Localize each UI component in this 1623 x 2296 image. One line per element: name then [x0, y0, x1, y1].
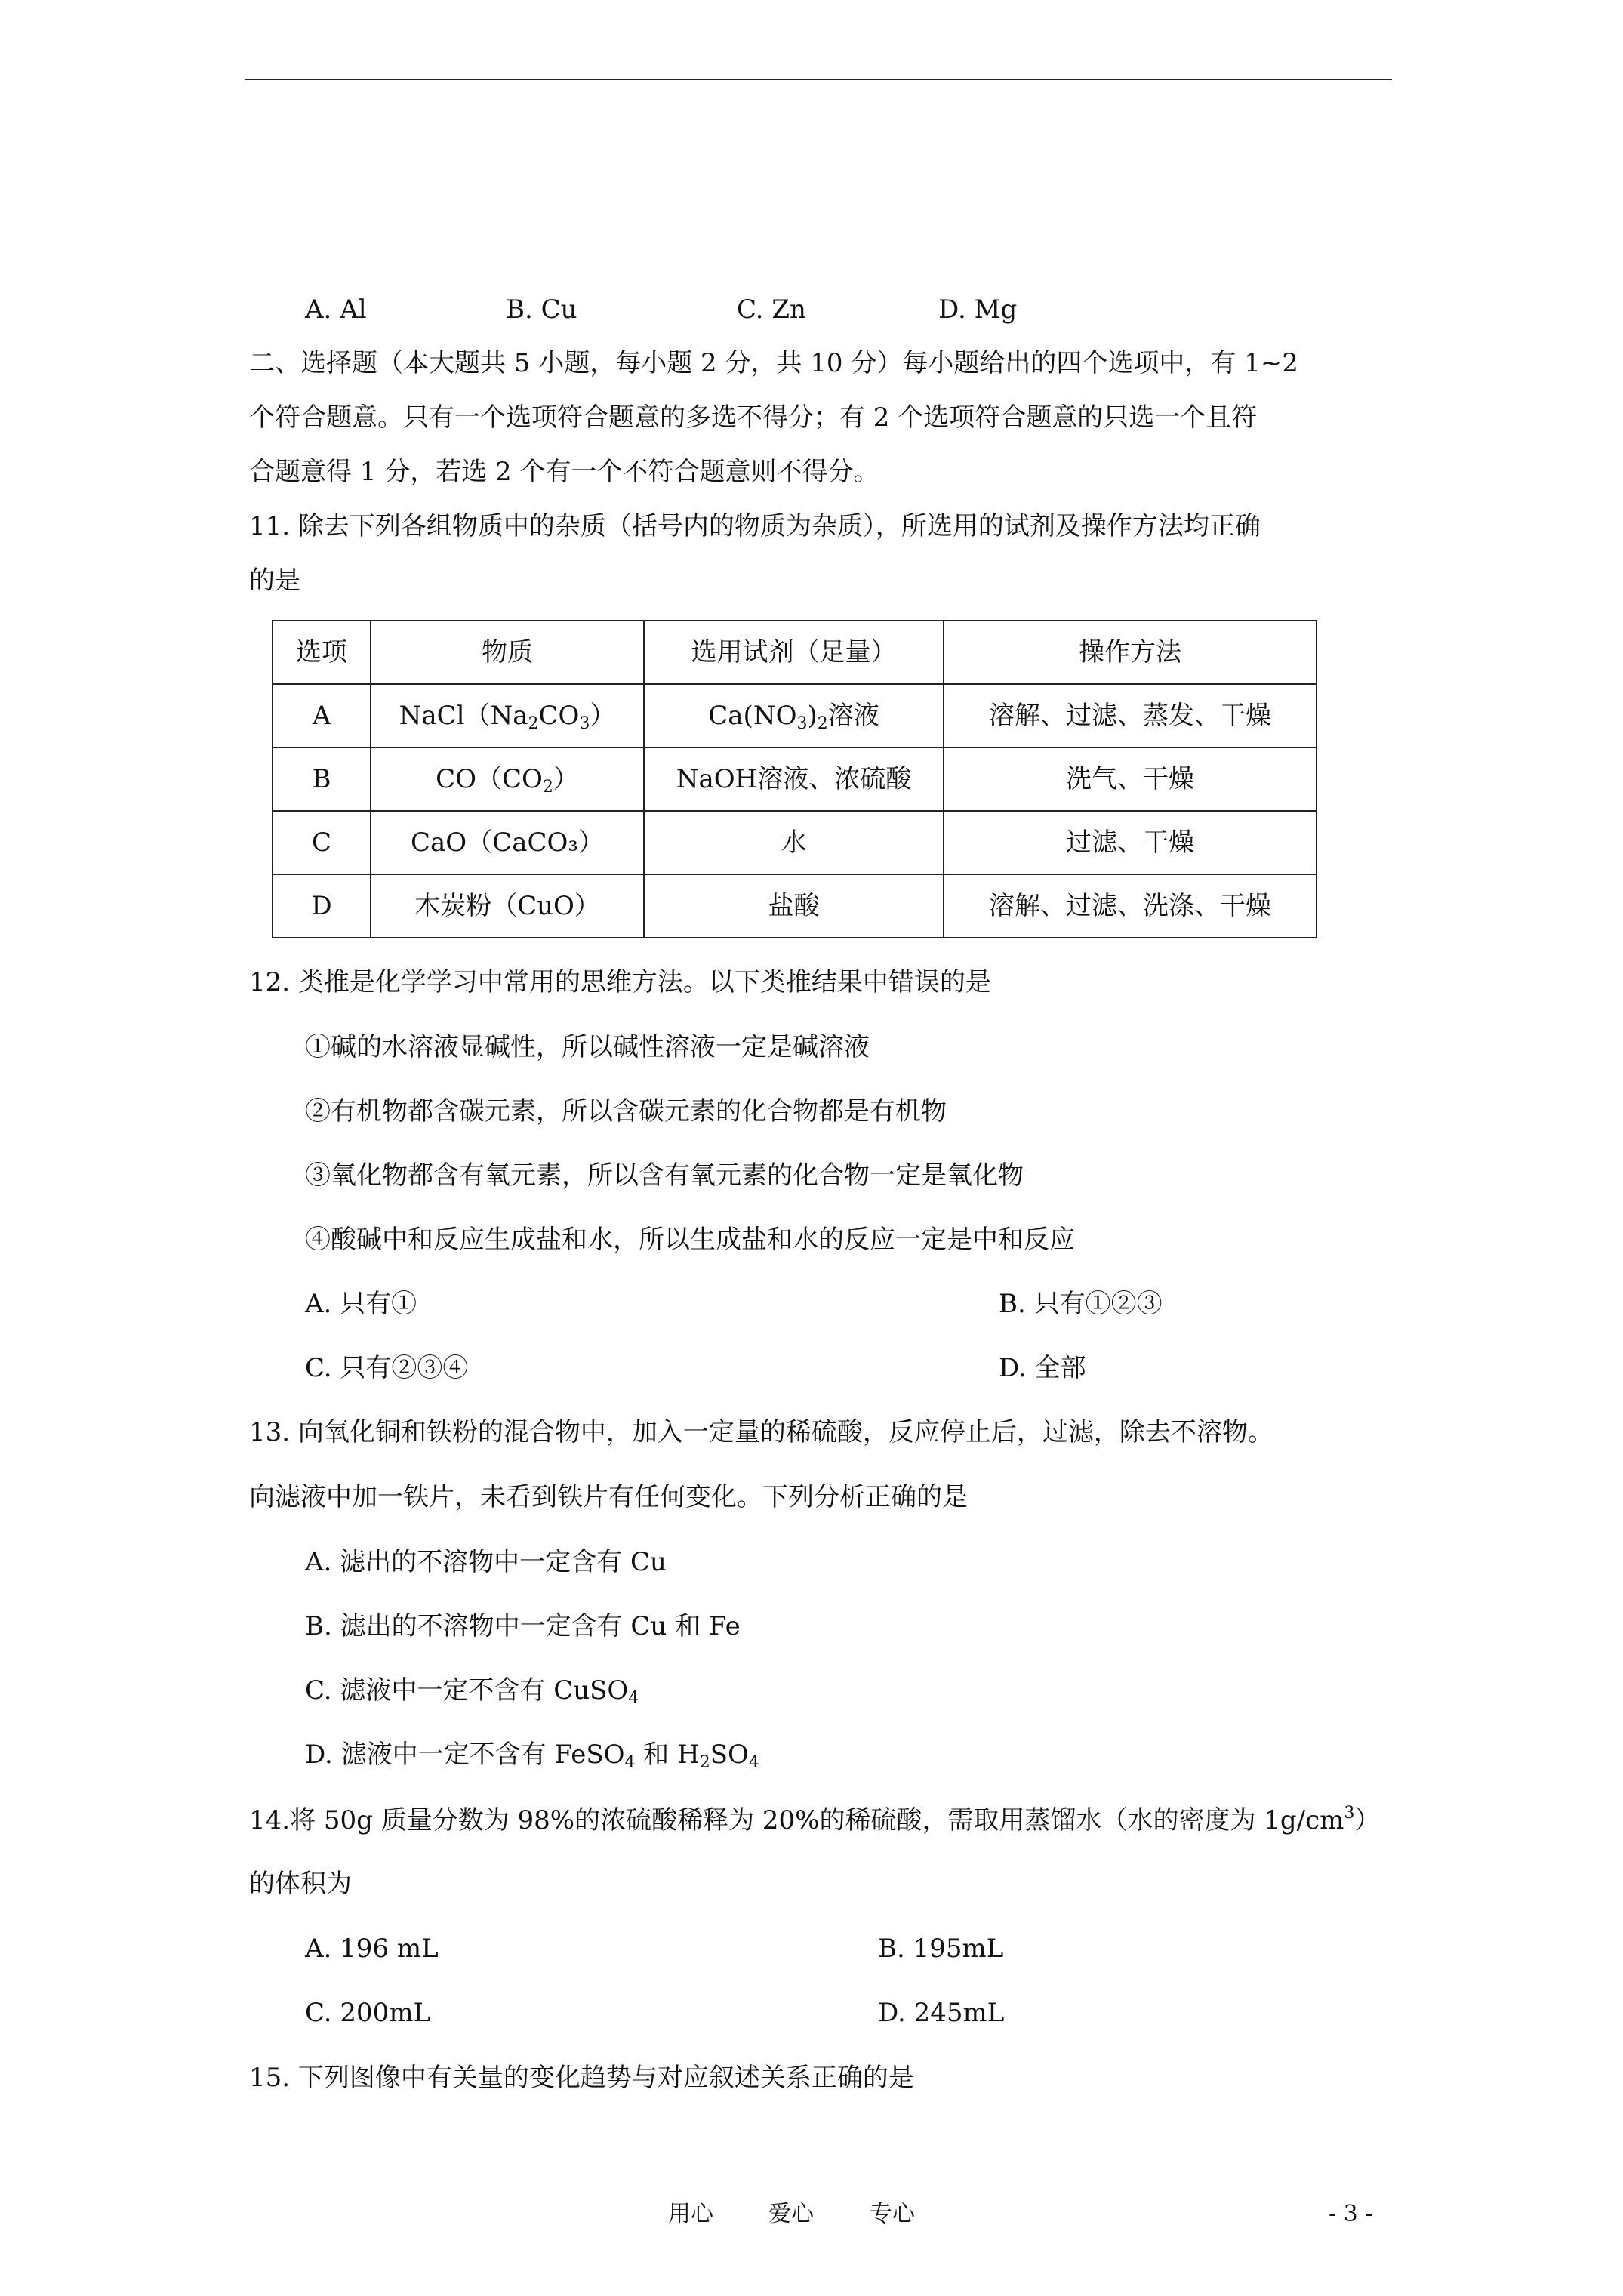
header-rule — [245, 79, 1392, 80]
q13-option-d: D. 滤液中一定不含有 FeSO$_4$ 和 $H_2SO_4$ — [305, 1740, 759, 1772]
table-row — [273, 811, 1317, 874]
q12-item-2: ②有机物都含碳元素，所以含碳元素的化合物都是有机物 — [305, 1096, 947, 1126]
row-b-substance: $CO(CO_2)$ — [371, 747, 644, 811]
row-b-option: B — [273, 747, 371, 811]
q11-stem-line1: 11. 除去下列各组物质中的杂质（括号内的物质为杂质），所选用的试剂及操作方法均正确 — [249, 511, 1261, 541]
q10-option-c: C. Zn — [737, 294, 806, 325]
q14-stem-line1: 14.将 50g 质量分数为 98%的浓硫酸稀释为 20%的稀硫酸，需取用蒸馏水（水的密度为 $1g/cm^3$） — [249, 1804, 1381, 1835]
q14-stem-line2: 的体积为 — [249, 1869, 352, 1899]
row-d-option: D — [273, 874, 371, 938]
q15-stem: 15. 下列图像中有关量的变化趋势与对应叙述关系正确的是 — [249, 2063, 914, 2093]
row-a-reagent: $Ca(NO_3)_2$溶液 — [644, 684, 944, 747]
q13-stem-line1: 13. 向氧化铜和铁粉的混合物中，加入一定量的稀硫酸，反应停止后，过滤，除去不溶物。 — [249, 1417, 1273, 1447]
row-c-substance: CaO（CaCO₃） — [371, 811, 644, 874]
q13-stem-line2: 向滤液中加一铁片，未看到铁片有任何变化。下列分析正确的是 — [249, 1482, 968, 1512]
row-c-method: 过滤、干燥 — [944, 811, 1317, 874]
page-number: - 3 - — [1329, 2201, 1373, 2227]
table-header-method: 操作方法 — [944, 621, 1317, 684]
row-d-method: 溶解、过滤、洗涤、干燥 — [944, 874, 1317, 938]
footer-text-c: 专心 — [870, 2201, 915, 2227]
row-b-reagent: NaOH溶液、浓硫酸 — [644, 747, 944, 811]
table-row — [273, 684, 1317, 747]
q12-item-3: ③氧化物都含有氧元素，所以含有氧元素的化合物一定是氧化物 — [305, 1160, 1024, 1191]
section2-instructions-line3: 合题意得 1 分，若选 2 个有一个不符合题意则不得分。 — [249, 457, 879, 487]
q12-item-1: ①碱的水溶液显碱性，所以碱性溶液一定是碱溶液 — [305, 1032, 870, 1062]
row-d-substance: 木炭粉（CuO） — [371, 874, 644, 938]
q14-option-c: C. 200mL — [305, 1998, 431, 2028]
q14-option-a: A. 196 mL — [305, 1934, 439, 1964]
q12-option-a: A. 只有① — [305, 1289, 417, 1319]
q13-option-a: A. 滤出的不溶物中一定含有 Cu — [305, 1547, 667, 1577]
row-c-reagent: 水 — [644, 811, 944, 874]
q11-table — [272, 620, 1317, 938]
q10-option-a: A. Al — [305, 294, 367, 325]
table-header-reagent: 选用试剂（足量） — [644, 621, 944, 684]
footer-text-b: 爱心 — [768, 2201, 814, 2227]
row-c-option: C — [273, 811, 371, 874]
q11-stem-line2: 的是 — [249, 566, 300, 596]
q10-option-b: B. Cu — [506, 294, 577, 325]
q12-option-d: D. 全部 — [999, 1353, 1086, 1383]
table-row — [273, 747, 1317, 811]
table-header-substance: 物质 — [371, 621, 644, 684]
q13-option-c: C. 滤液中一定不含有 CuSO$_4$ — [305, 1675, 639, 1708]
q14-option-d: D. 245mL — [878, 1998, 1005, 2028]
row-a-substance: $NaCl(Na_2CO_3)$ — [371, 684, 644, 747]
q12-option-c: C. 只有②③④ — [305, 1353, 469, 1383]
q12-item-4: ④酸碱中和反应生成盐和水，所以生成盐和水的反应一定是中和反应 — [305, 1225, 1075, 1255]
q14-option-b: B. 195mL — [878, 1934, 1004, 1964]
row-d-reagent: 盐酸 — [644, 874, 944, 938]
footer-text-a: 用心 — [668, 2201, 713, 2227]
row-a-option: A — [273, 684, 371, 747]
q13-option-b: B. 滤出的不溶物中一定含有 Cu 和 Fe — [305, 1611, 741, 1641]
table-row — [273, 874, 1317, 938]
table-header-option: 选项 — [273, 621, 371, 684]
q12-stem: 12. 类推是化学学习中常用的思维方法。以下类推结果中错误的是 — [249, 967, 991, 997]
q12-option-b: B. 只有①②③ — [999, 1289, 1163, 1319]
section2-instructions-line1: 二、选择题（本大题共 5 小题，每小题 2 分，共 10 分）每小题给出的四个选项中，有 1~2 — [249, 348, 1298, 378]
q10-option-d: D. Mg — [938, 294, 1018, 325]
row-b-method: 洗气、干燥 — [944, 747, 1317, 811]
row-a-method: 溶解、过滤、蒸发、干燥 — [944, 684, 1317, 747]
table-header-row — [273, 621, 1317, 684]
section2-instructions-line2: 个符合题意。只有一个选项符合题意的多选不得分；有 2 个选项符合题意的只选一个且符 — [249, 402, 1258, 433]
